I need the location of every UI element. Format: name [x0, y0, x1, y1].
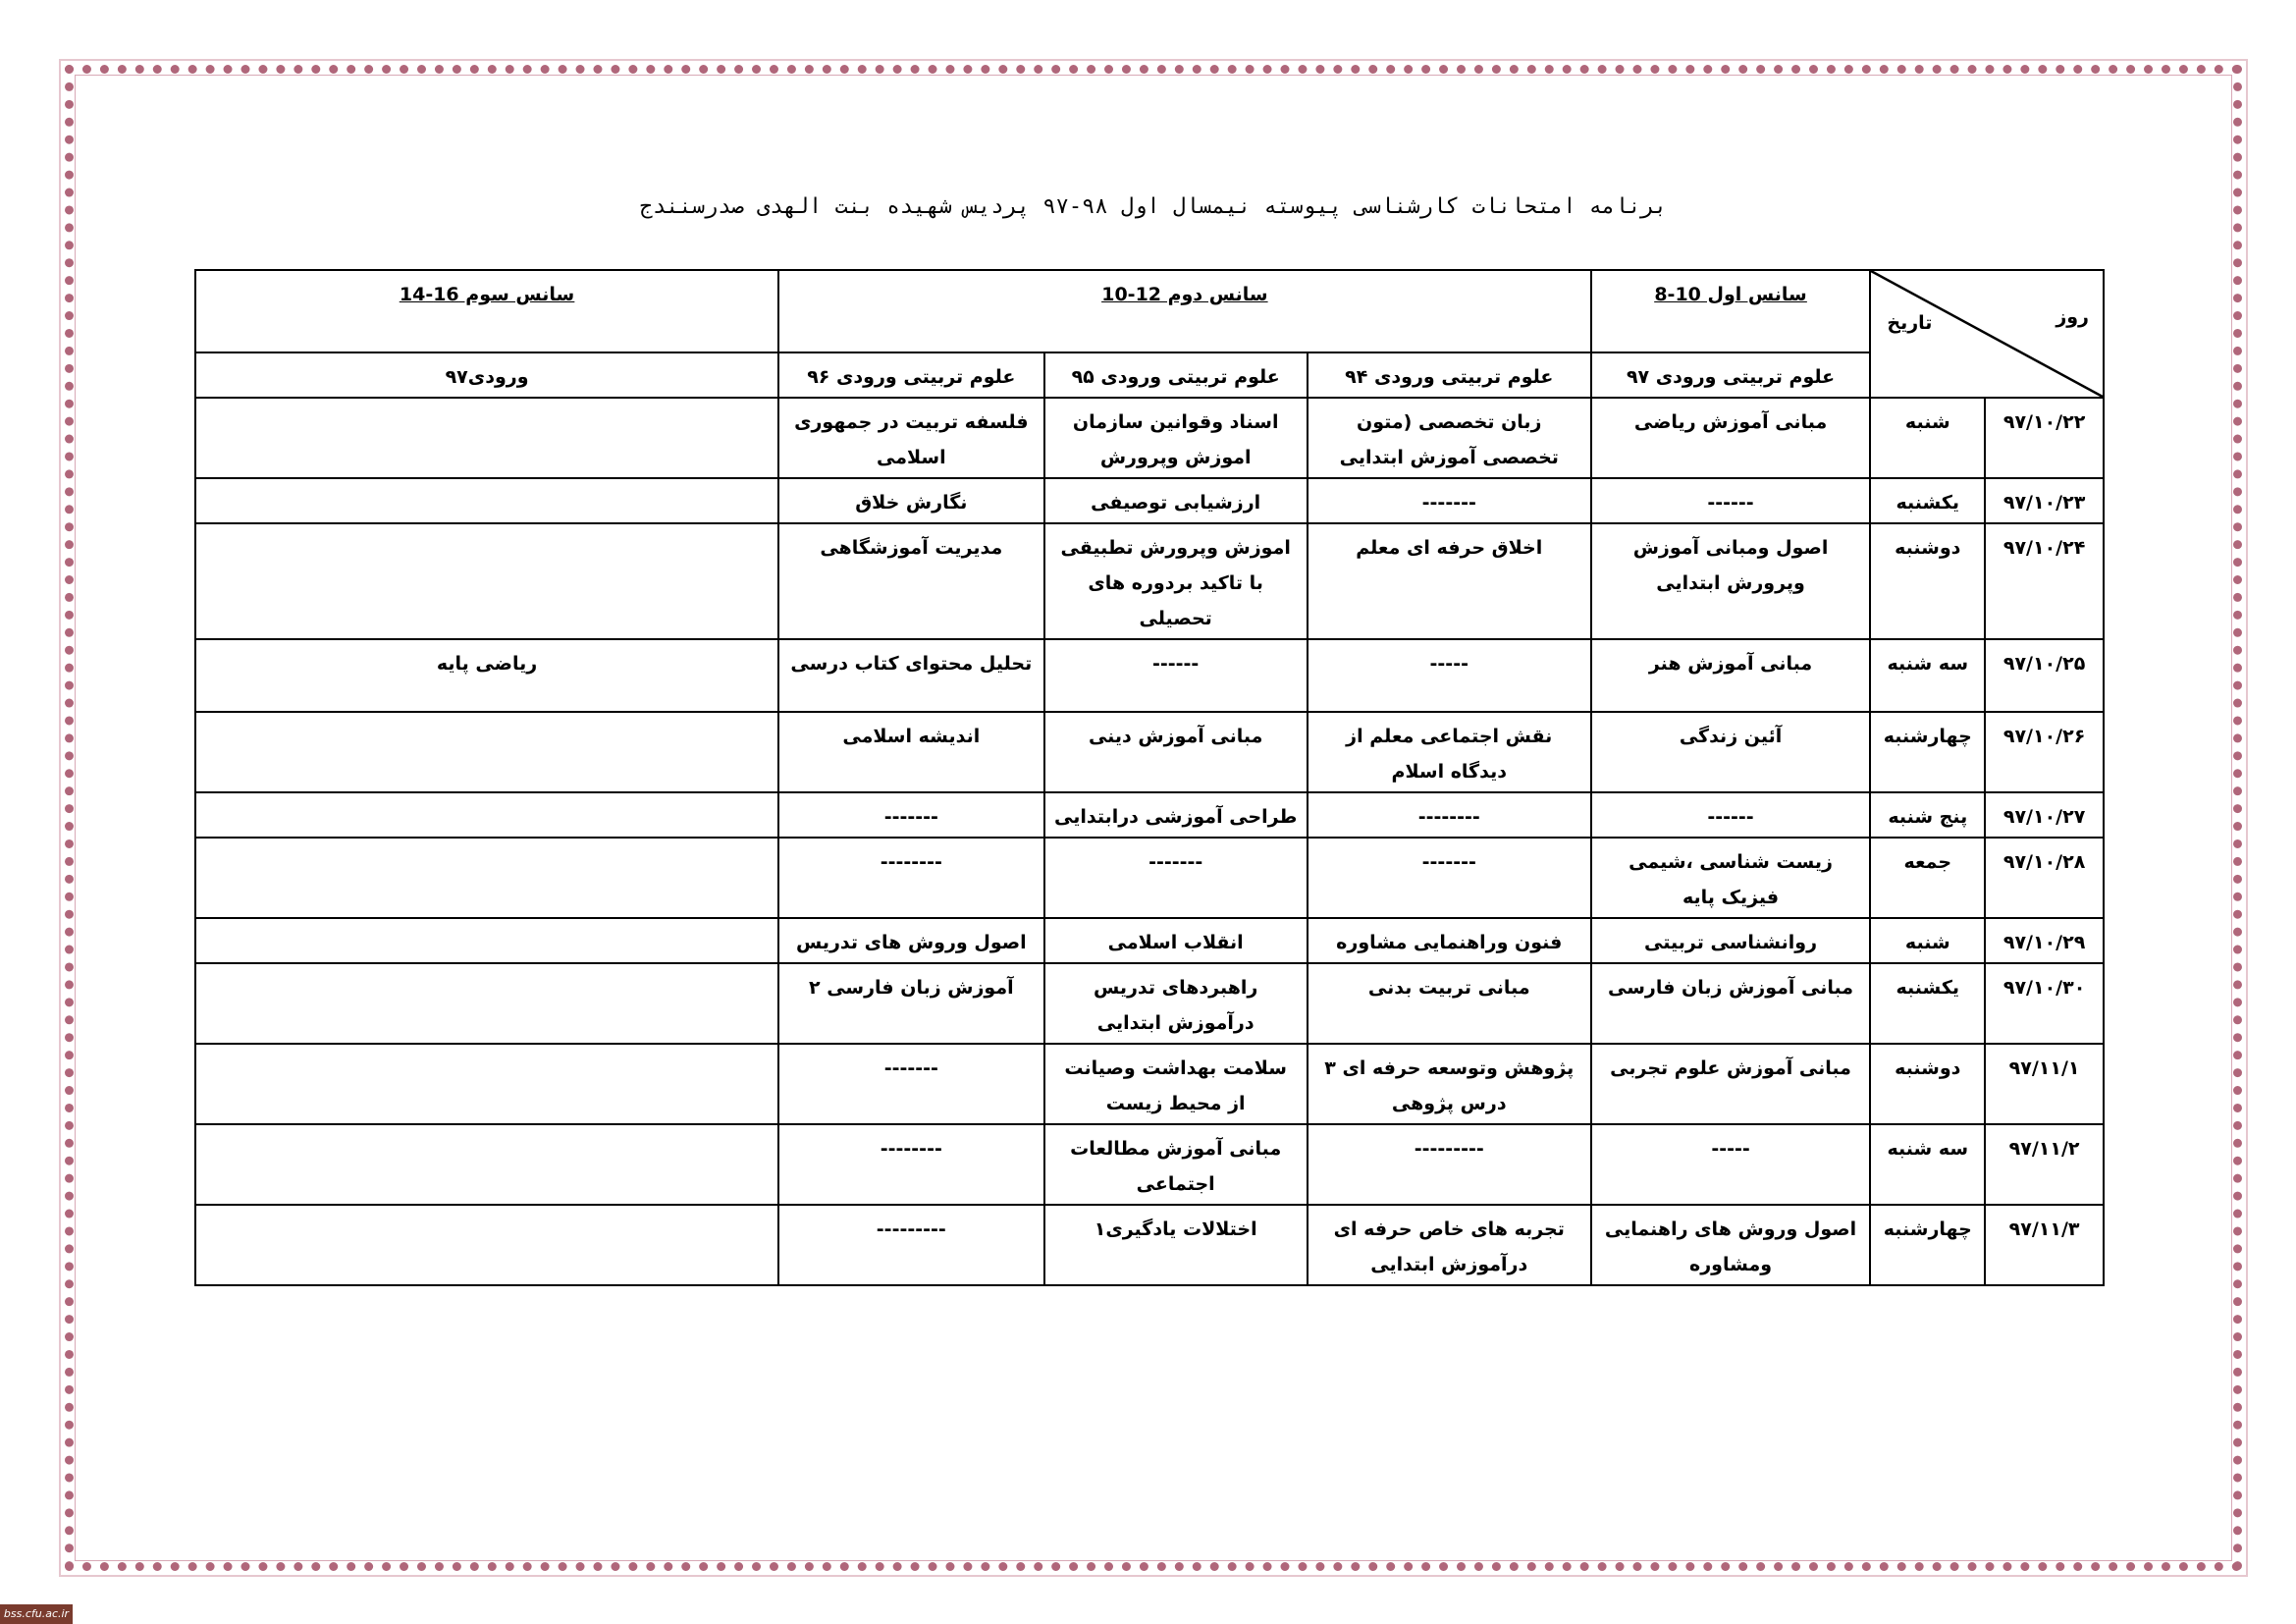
exam-cell: نقش اجتماعی معلم از دیدگاه اسلام: [1308, 712, 1591, 792]
date-cell: ۹۷/۱۱/۳: [1985, 1205, 2104, 1285]
document-title: برنامه امتحانات کارشناسی پیوسته نیمسال اول ۹۸-۹۷ پردیس شهیده بنت الهدی صدرسنندج: [639, 194, 1668, 219]
table-row: [195, 1044, 2104, 1124]
table-row: [195, 712, 2104, 792]
exam-cell: روانشناسی تربیتی: [1591, 918, 1871, 963]
date-cell: ۹۷/۱۰/۲۹: [1985, 918, 2104, 963]
exam-cell: آئین زندگی: [1591, 712, 1871, 792]
exam-cell: [195, 792, 778, 838]
corner-day-label: روز: [2056, 306, 2089, 328]
table-row: [195, 1205, 2104, 1285]
day-cell: سه شنبه: [1870, 1124, 1985, 1205]
table-row: [195, 639, 2104, 712]
exam-cell: ------: [1591, 792, 1871, 838]
exam-cell: آموزش زبان فارسی ۲: [778, 963, 1043, 1044]
day-cell: شنبه: [1870, 398, 1985, 478]
group-header-s1: علوم تربیتی ورودی ۹۷: [1591, 352, 1871, 398]
day-cell: شنبه: [1870, 918, 1985, 963]
table-row: [195, 792, 2104, 838]
table-row: [195, 478, 2104, 523]
exam-cell: ---------: [778, 1205, 1043, 1285]
exam-cell: [195, 1044, 778, 1124]
exam-cell: مبانی آموزش ریاضی: [1591, 398, 1871, 478]
exam-cell: مبانی آموزش علوم تجربی: [1591, 1044, 1871, 1124]
table-row: [195, 918, 2104, 963]
exam-cell: -------: [778, 792, 1043, 838]
session3-header: سانس سوم 16-14: [195, 270, 778, 352]
exam-cell: --------: [1308, 792, 1591, 838]
exam-cell: مبانی تربیت بدنی: [1308, 963, 1591, 1044]
exam-cell: [195, 1205, 778, 1285]
exam-cell: اختلالات یادگیری۱: [1044, 1205, 1308, 1285]
exam-cell: [195, 963, 778, 1044]
exam-cell: پژوهش وتوسعه حرفه ای ۳ درس پژوهی: [1308, 1044, 1591, 1124]
exam-schedule-table: [194, 269, 2105, 1286]
exam-cell: فلسفه تربیت در جمهوری اسلامی: [778, 398, 1043, 478]
date-cell: ۹۷/۱۰/۳۰: [1985, 963, 2104, 1044]
group-header-s2c: علوم تربیتی ورودی ۹۶: [778, 352, 1043, 398]
date-cell: ۹۷/۱۰/۲۲: [1985, 398, 2104, 478]
session2-header: سانس دوم 12-10: [778, 270, 1591, 352]
exam-cell: اصول وروش های راهنمایی ومشاوره: [1591, 1205, 1871, 1285]
exam-cell: اصول ومبانی آموزش وپرورش ابتدایی: [1591, 523, 1871, 639]
exam-cell: --------: [778, 1124, 1043, 1205]
day-cell: چهارشنبه: [1870, 712, 1985, 792]
exam-cell: [195, 478, 778, 523]
exam-cell: اموزش وپرورش تطبیقی با تاکید بردوره های تحصیلی: [1044, 523, 1308, 639]
date-cell: ۹۷/۱۰/۲۷: [1985, 792, 2104, 838]
exam-cell: -------: [778, 1044, 1043, 1124]
exam-cell: تحلیل محتوای کتاب درسی: [778, 639, 1043, 712]
exam-cell: ------: [1591, 478, 1871, 523]
exam-cell: -----: [1308, 639, 1591, 712]
exam-cell: ریاضی پایه: [195, 639, 778, 712]
exam-cell: فنون وراهنمایی مشاوره: [1308, 918, 1591, 963]
day-cell: دوشنبه: [1870, 1044, 1985, 1124]
exam-cell: سلامت بهداشت وصیانت از محیط زیست: [1044, 1044, 1308, 1124]
exam-cell: اسناد وقوانین سازمان اموزش وپرورش: [1044, 398, 1308, 478]
exam-cell: -------: [1308, 478, 1591, 523]
exam-cell: مبانی آموزش مطالعات اجتماعی: [1044, 1124, 1308, 1205]
exam-cell: [195, 712, 778, 792]
table-row: [195, 963, 2104, 1044]
exam-cell: [195, 398, 778, 478]
corner-date-label: تاریخ: [1887, 312, 1933, 334]
exam-cell: مدیریت آموزشگاهی: [778, 523, 1043, 639]
exam-cell: -------: [1044, 838, 1308, 918]
exam-cell: [195, 1124, 778, 1205]
date-cell: ۹۷/۱۰/۲۵: [1985, 639, 2104, 712]
date-cell: ۹۷/۱۱/۲: [1985, 1124, 2104, 1205]
exam-cell: اندیشه اسلامی: [778, 712, 1043, 792]
day-cell: پنج شنبه: [1870, 792, 1985, 838]
group-header-row: [195, 352, 2104, 398]
date-cell: ۹۷/۱۱/۱: [1985, 1044, 2104, 1124]
table-row: [195, 523, 2104, 639]
day-cell: چهارشنبه: [1870, 1205, 1985, 1285]
exam-cell: ---------: [1308, 1124, 1591, 1205]
table-row: [195, 398, 2104, 478]
exam-cell: -----: [1591, 1124, 1871, 1205]
exam-cell: مبانی آموزش دینی: [1044, 712, 1308, 792]
exam-cell: انقلاب اسلامی: [1044, 918, 1308, 963]
exam-cell: تجربه های خاص حرفه ای درآموزش ابتدایی: [1308, 1205, 1591, 1285]
exam-cell: مبانی آموزش هنر: [1591, 639, 1871, 712]
exam-cell: ------: [1044, 639, 1308, 712]
date-cell: ۹۷/۱۰/۲۴: [1985, 523, 2104, 639]
day-cell: یکشنبه: [1870, 478, 1985, 523]
group-header-s2a: علوم تربیتی ورودی ۹۴: [1308, 352, 1591, 398]
exam-cell: ارزشیابی توصیفی: [1044, 478, 1308, 523]
day-cell: جمعه: [1870, 838, 1985, 918]
exam-cell: زیست شناسی ،شیمی فیزیک پایه: [1591, 838, 1871, 918]
exam-cell: اخلاق حرفه ای معلم: [1308, 523, 1591, 639]
date-cell: ۹۷/۱۰/۲۶: [1985, 712, 2104, 792]
exam-cell: طراحی آموزشی درابتدایی: [1044, 792, 1308, 838]
table-row: [195, 838, 2104, 918]
date-cell: ۹۷/۱۰/۲۳: [1985, 478, 2104, 523]
site-watermark: bss.cfu.ac.ir: [0, 1604, 73, 1624]
exam-cell: -------: [1308, 838, 1591, 918]
exam-cell: نگارش خلاق: [778, 478, 1043, 523]
exam-cell: راهبردهای تدریس درآموزش ابتدایی: [1044, 963, 1308, 1044]
day-cell: سه شنبه: [1870, 639, 1985, 712]
session-header-row: [195, 270, 2104, 352]
exam-cell: [195, 918, 778, 963]
exam-cell: [195, 838, 778, 918]
exam-cell: اصول وروش های تدریس: [778, 918, 1043, 963]
table-row: [195, 1124, 2104, 1205]
day-date-corner-cell: [1870, 270, 2104, 398]
day-cell: یکشنبه: [1870, 963, 1985, 1044]
exam-cell: مبانی آموزش زبان فارسی: [1591, 963, 1871, 1044]
group-header-s2b: علوم تربیتی ورودی ۹۵: [1044, 352, 1308, 398]
date-cell: ۹۷/۱۰/۲۸: [1985, 838, 2104, 918]
exam-cell: زبان تخصصی (متون تخصصی آموزش ابتدایی: [1308, 398, 1591, 478]
day-cell: دوشنبه: [1870, 523, 1985, 639]
exam-cell: [195, 523, 778, 639]
group-header-s3: ورودی۹۷: [195, 352, 778, 398]
session1-header: سانس اول 10-8: [1591, 270, 1871, 352]
exam-cell: --------: [778, 838, 1043, 918]
